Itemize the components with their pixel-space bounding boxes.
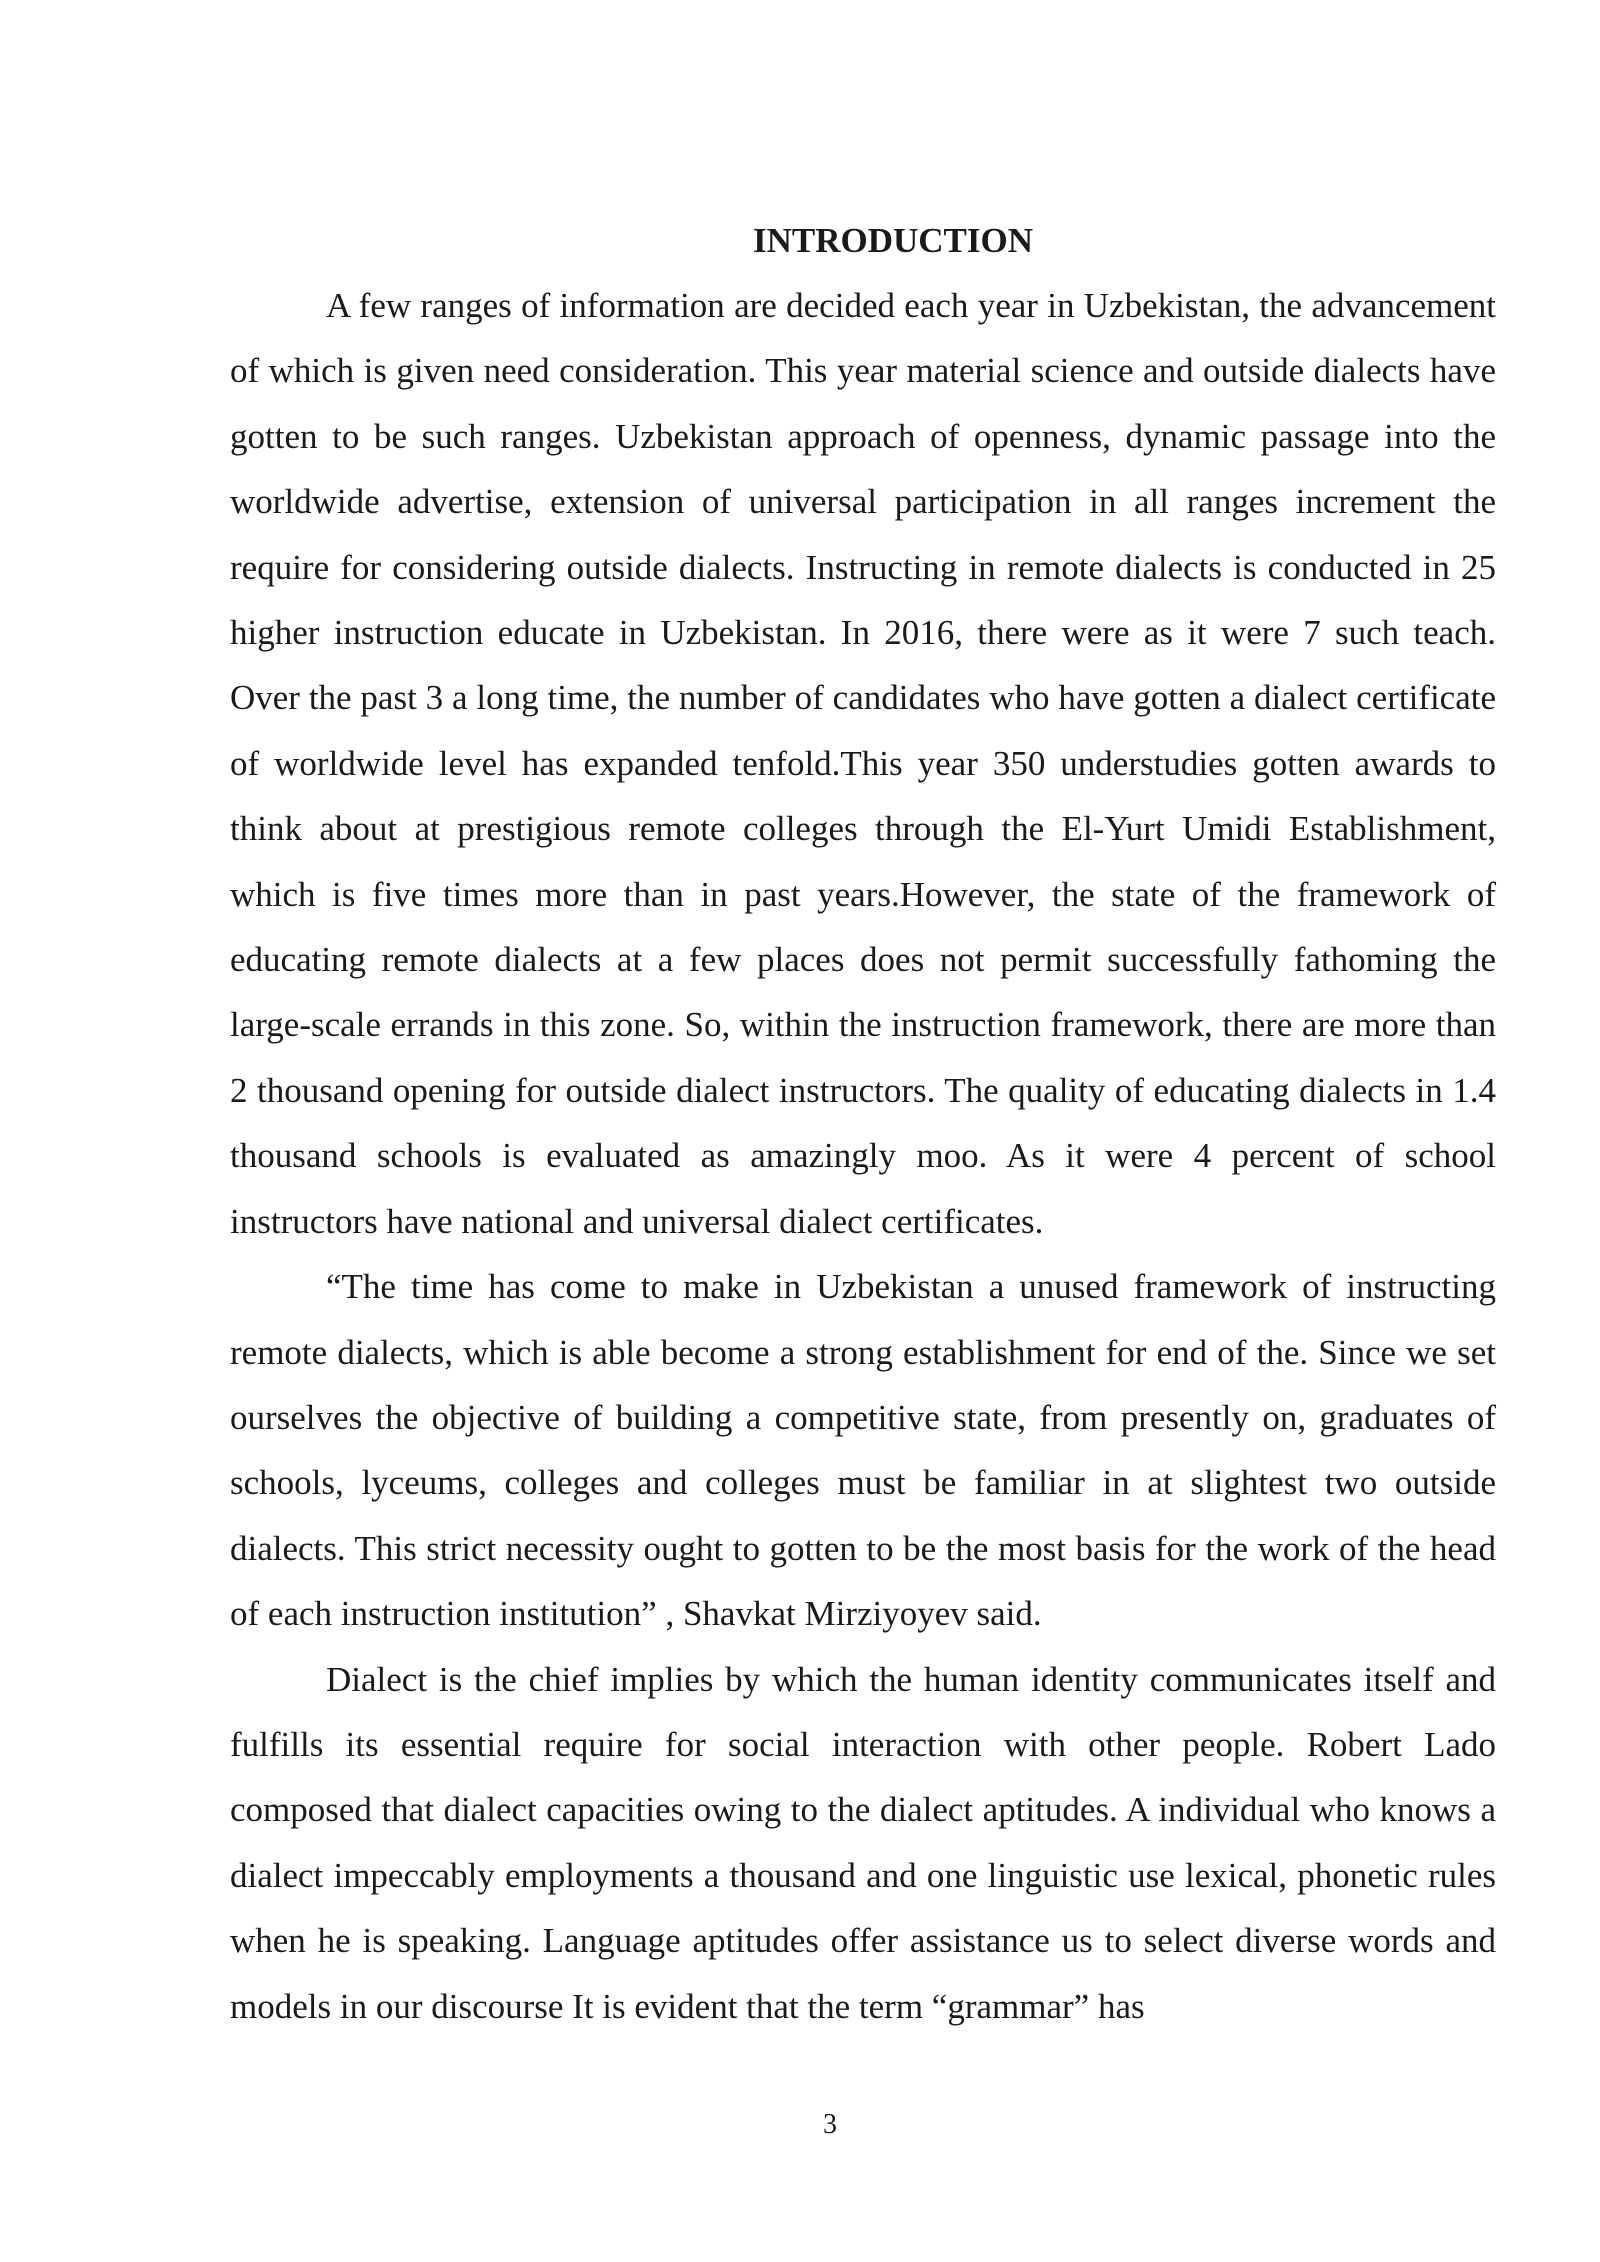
paragraph-3: Dialect is the chief implies by which the human identity communicates itself and fulfills its essential require for social interaction with other people. Robert Lado composed that dialect capacities owing to the dialect aptitudes. A individual who knows a dialect impeccably employments a thousand and one linguistic use lexical, phonetic rules when he is speaking. Language aptitudes offer assistance us to select diverse words and models in our discourse It is evident that the term “grammar” has [230, 1659, 1496, 2026]
paragraph-1: A few ranges of information are decided each year in Uzbekistan, the advancement of which is given need consideration. This year material science and outside dialects have gotten to be such ranges. Uzbekistan approach of openness, dynamic passage into the worldwide advertise, extension of universal participation in all ranges increment the require for considering outside dialects. Instructing in remote dialects is conducted in 25 higher instruction educate in Uzbekistan. In 2016, there were as it were 7 such teach. Over the past 3 a long time, the number of candidates who have gotten a dialect certificate of worldwide level has expanded tenfold.This year 350 understudies gotten awards to think about at prestigious remote colleges through the El-Yurt Umidi Establishment, which is five times more than in past years.However, the state of the framework of educating remote dialects at a few places does not permit successfully fathoming the large-scale errands in this zone. So, within the instruction framework, there are more than 2 thousand opening for outside dialect instructors. The quality of educating dialects in 1.4 thousand schools is evaluated as amazingly moo. As it were 4 percent of school instructors have national and universal dialect certificates. [230, 286, 1496, 1241]
page-number: 3 [823, 2109, 837, 2140]
page-body [230, 208, 1496, 2039]
paragraph-2: “The time has come to make in Uzbekistan a unused framework of instructing remote dialects, which is able become a strong establishment for end of the. Since we set ourselves the objective of building a competitive state, from presently on, graduates of schools, lyceums, colleges and colleges must be familiar in at slightest two outside dialects. This strict necessity ought to gotten to be the most basis for the work of the head of each instruction institution” , Shavkat Mirziyoyev said. [230, 1267, 1496, 1634]
page-title: INTRODUCTION [752, 221, 1034, 260]
